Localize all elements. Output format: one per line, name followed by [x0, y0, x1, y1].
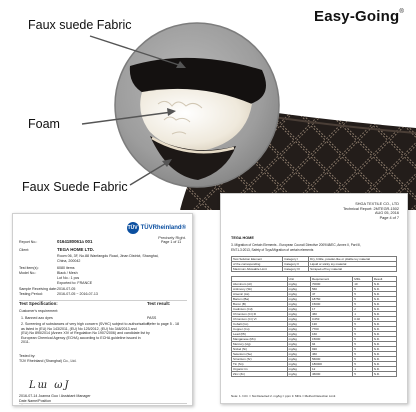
report-subsection: EN71-3:2013, Safety of Toys/Migration of certain elements: [231, 248, 314, 252]
table-cell: N.D.: [372, 317, 396, 322]
table-cell: Cadmium (Cd): [232, 307, 288, 312]
table-header-cell: Result: [372, 277, 396, 282]
row-value: Exported to: FRANCE: [57, 281, 93, 285]
tested-by-label: Tested by:: [19, 354, 36, 358]
table-cell: 5: [353, 362, 373, 367]
table-cell: N.D.: [372, 347, 396, 352]
table-cell: Boron (B): [232, 302, 288, 307]
callout-top-fabric: Faux suede Fabric: [28, 18, 132, 32]
table-cell: mg/kg: [287, 312, 310, 317]
table-cell: 5: [353, 297, 373, 302]
table-cell: 5: [353, 302, 373, 307]
results-table: [231, 276, 397, 377]
table-cell: Zinc (Zn): [232, 372, 288, 377]
report-header-line: SHGA TEXTILE CO., LTD: [355, 202, 399, 206]
table-cell: 47: [310, 292, 352, 297]
table-cell: 70000: [310, 282, 352, 287]
table-cell: mg/kg: [287, 347, 310, 352]
table-cell: 5: [353, 337, 373, 342]
table-header-cell: Unit: [287, 277, 310, 282]
table-cell: 5: [353, 347, 373, 352]
report-no: 0164180061a 001: [57, 239, 93, 244]
row-value: 2016-07-05 ~ 2016-07-13: [57, 292, 98, 296]
table-cell: Cobalt (Co): [232, 322, 288, 327]
table-cell: 12: [310, 367, 352, 372]
table-cell: Aluminum (Al): [232, 282, 288, 287]
result-pass: PASS: [147, 316, 157, 320]
report-no-label: Report No.:: [19, 240, 38, 244]
table-cell: 5: [353, 332, 373, 337]
table-cell: Copper (Cu): [232, 327, 288, 332]
table-cell: 460: [310, 352, 352, 357]
table-cell: 180000: [310, 362, 352, 367]
table-cell: mg/kg: [287, 292, 310, 297]
tuv-tagline: Precisely Right.: [158, 235, 186, 240]
table-cell: N.D.: [372, 332, 396, 337]
table-row: [232, 267, 397, 272]
table-cell: N.D.: [372, 292, 396, 297]
table-cell: Tin (Sn): [232, 362, 288, 367]
table-cell: 930: [310, 347, 352, 352]
table-cell: 5: [353, 352, 373, 357]
table-cell: of the corresponding: [232, 262, 283, 267]
customer-requirement: Customer's requirement:: [19, 309, 59, 313]
table-cell: N.D.: [372, 322, 396, 327]
page-number: Page 1 of 11: [161, 240, 182, 244]
row-value: Lot No.: 1 pcs: [57, 276, 80, 280]
table-cell: N.D.: [372, 307, 396, 312]
table-cell: Liquid or sticky toy material: [309, 262, 397, 267]
table-cell: N.D.: [372, 337, 396, 342]
table-cell: 5: [353, 287, 373, 292]
report-section: 3. Migration of Certain Elements - European Council Directive 2009/48/EC, Annex II, Part III,: [231, 243, 362, 247]
callout-bottom-fabric: Faux Suede Fabric: [22, 180, 128, 194]
row-label: Test item(s):: [19, 266, 39, 270]
table-cell: Category II: [283, 262, 309, 267]
table-cell: Manganese (Mn): [232, 337, 288, 342]
tuv-badge-icon: TÜV: [127, 222, 139, 234]
test-result-label: Test result:: [147, 301, 171, 306]
table-cell: N.D.: [372, 282, 396, 287]
table-cell: mg/kg: [287, 307, 310, 312]
table-cell: N.D.: [372, 302, 396, 307]
callout-foam: Foam: [28, 117, 60, 131]
tuv-certificate: [12, 213, 193, 406]
table-cell: 94: [310, 342, 352, 347]
row-label: Model No.:: [19, 271, 37, 275]
table-cell: N.D.: [372, 357, 396, 362]
table-cell: mg/kg: [287, 337, 310, 342]
spec-item: 2011.: [21, 340, 30, 344]
table-cell: mg/kg: [287, 317, 310, 322]
report-header-line: Page 4 of 7: [379, 215, 399, 220]
table-cell: N.D.: [372, 362, 396, 367]
table-cell: 5: [353, 342, 373, 347]
table-cell: 7700: [310, 327, 352, 332]
client-name: TEGA HOME LTD.: [57, 247, 95, 252]
table-cell: Mercury (Hg): [232, 342, 288, 347]
row-value: Black / Mesh: [57, 271, 78, 275]
table-cell: mg/kg: [287, 332, 310, 337]
result-refer: Refer to page 5 - 18: [147, 322, 179, 326]
client-label: Client:: [19, 248, 30, 252]
spec-item: 2. Screening of substances of very high concern (SVHC) subject to authorisation,: [21, 322, 151, 326]
table-cell: 5: [353, 372, 373, 377]
table-cell: 10: [353, 282, 373, 287]
test-report-certificate: [220, 193, 408, 404]
tuv-logo-name: TÜVRheinland®: [140, 225, 186, 231]
table-cell: N.D.: [372, 372, 396, 377]
table-cell: Strontium (Sr): [232, 357, 288, 362]
tuv-logo: [127, 222, 186, 234]
table-cell: Chromium (Cr) VI: [232, 317, 288, 322]
footer-labels: Date Name/Position: [19, 398, 51, 403]
test-spec-label: Test Specification:: [19, 301, 58, 306]
table-cell: N.D.: [372, 297, 396, 302]
table-cell: mg/kg: [287, 362, 310, 367]
table-cell: 0.02: [353, 317, 373, 322]
table-cell: 1: [353, 367, 373, 372]
certificate-footer: TÜV Rheinland (Shanghai) Co., Ltd. No.177, 1059 Lane, East Xinghong Road Shanghai 200235: [19, 404, 147, 406]
table-cell: 560: [310, 287, 352, 292]
table-header-cell: Requirement: [310, 277, 352, 282]
table-cell: Chromium (Cr) III: [232, 312, 288, 317]
table-cell: 18750: [310, 297, 352, 302]
report-note: Note: 1. N.D. = Not Detected 2. mg/kg = ppm 3. MDL = Method Detection Limit: [231, 394, 336, 398]
row-label: Sample Receiving date:: [19, 287, 57, 291]
table-cell: Test Solution Element: [232, 257, 283, 262]
table-cell: 0.053: [310, 317, 352, 322]
table-cell: 17: [310, 307, 352, 312]
table-cell: Selenium (Se): [232, 352, 288, 357]
table-cell: Nickel (Ni): [232, 347, 288, 352]
table-cell: Lead (Pb): [232, 332, 288, 337]
client-address-2: China, 200042: [57, 258, 81, 263]
table-cell: 1: [353, 312, 373, 317]
table-cell: Category III: [283, 267, 309, 272]
table-cell: 5: [353, 327, 373, 332]
table-row: [232, 372, 397, 377]
table-cell: 460: [310, 312, 352, 317]
report-header-line: Technical Report: 2MTEGR-1502: [343, 206, 399, 211]
table-cell: N.D.: [372, 327, 396, 332]
table-cell: Organic tin: [232, 367, 288, 372]
table-cell: 130: [310, 322, 352, 327]
table-cell: mg/kg: [287, 287, 310, 292]
table-cell: Dry, brittle, powder-like or pliable toy material: [309, 257, 397, 262]
client-address-1: Room 06, 3F, No.88 Wanfangdu Road, Jinan District, Shanghai,: [57, 254, 159, 258]
date-name-line: 2016-07-14 Joanna Guo / Assistant Manager: [19, 394, 91, 398]
table-cell: mg/kg: [287, 327, 310, 332]
table-cell: 5: [353, 292, 373, 297]
table-cell: 2: [353, 307, 373, 312]
table-cell: Scraped-off toy material: [309, 267, 397, 272]
table-cell: 15000: [310, 302, 352, 307]
table-cell: Category I: [283, 257, 309, 262]
signature: Lɯ ωJ: [29, 380, 71, 391]
table-cell: 5: [353, 357, 373, 362]
table-cell: 160: [310, 332, 352, 337]
table-cell: mg/kg: [287, 357, 310, 362]
table-cell: Arsenic (As): [232, 292, 288, 297]
table-header-cell: MDL: [353, 277, 373, 282]
brand-name: Easy-Going: [314, 8, 400, 25]
registered-mark: ®: [399, 9, 404, 15]
spec-item: European Chemical Agency (ECHA) according to ECHA guideline issued in: [21, 335, 141, 340]
table-cell: mg/kg: [287, 302, 310, 307]
report-header-line: AUG 05, 2016: [374, 211, 399, 215]
table-cell: Barium (Ba): [232, 297, 288, 302]
table-cell: mg/kg: [287, 282, 310, 287]
row-value: 6080 items: [57, 266, 75, 270]
table-cell: mg/kg: [287, 352, 310, 357]
table-cell: 15000: [310, 337, 352, 342]
spec-item: (EU) No 895/2014 (Annex XIV of Regulation No 1907/2006) and candidate list by: [21, 331, 150, 335]
table-cell: 56000: [310, 357, 352, 362]
row-value: 2016-07-05: [57, 287, 76, 291]
row-label: Testing Period:: [19, 292, 43, 296]
table-cell: mg/kg: [287, 297, 310, 302]
table-cell: N.D.: [372, 287, 396, 292]
report-title: TEGA HOME: [231, 236, 254, 240]
table-cell: mg/kg: [287, 342, 310, 347]
spec-item: as listed in (EU) No 143/2011, (EU) No 125/2012, (EU) No 348/2013 and: [21, 326, 137, 331]
table-cell: N.D.: [372, 312, 396, 317]
table-cell: 5: [353, 322, 373, 327]
table-cell: N.D.: [372, 367, 396, 372]
table-cell: mg/kg: [287, 367, 310, 372]
category-table: [231, 256, 397, 272]
table-cell: N.D.: [372, 342, 396, 347]
table-cell: N.D.: [372, 352, 396, 357]
table-cell: mg/kg: [287, 372, 310, 377]
table-cell: mg/kg: [287, 322, 310, 327]
table-cell: 46000: [310, 372, 352, 377]
table-cell: Antimony (Sb): [232, 287, 288, 292]
table-cell: Maximum Allowable Limit: [232, 267, 283, 272]
tested-organization: TÜV Rheinland (Shanghai) Co., Ltd.: [19, 359, 77, 363]
spec-item: 1. Banned azo dyes: [21, 316, 53, 320]
